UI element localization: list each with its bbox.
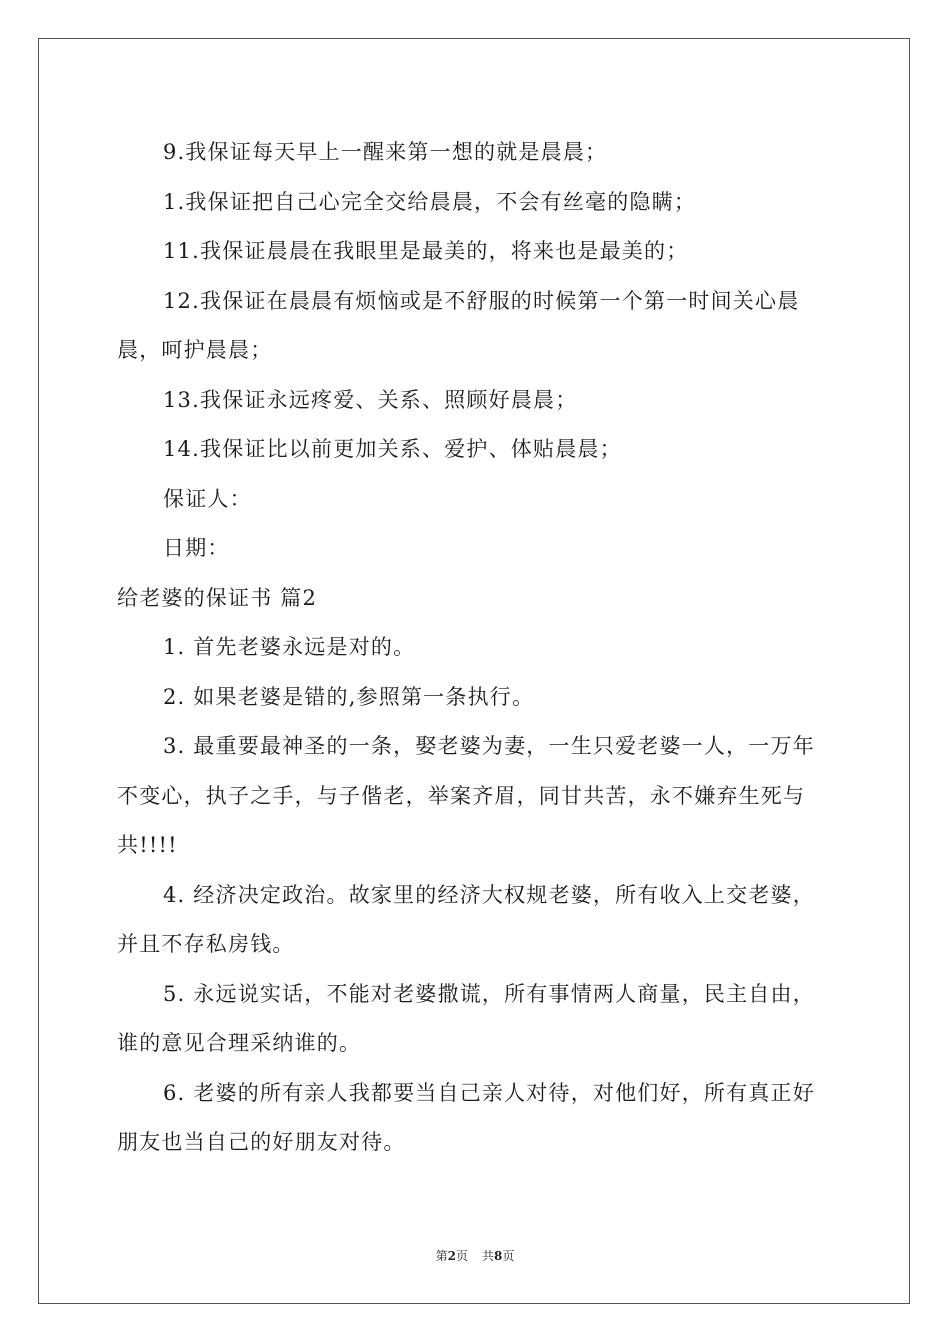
page-footer bbox=[0, 1247, 950, 1264]
paragraph-pledge-14: 14.我保证比以前更加关系、爱护、体贴晨晨； bbox=[163, 437, 622, 461]
paragraph-pledge-9: 9.我保证每天早上一醒来第一想的就是晨晨； bbox=[163, 140, 608, 164]
page-prefix: 第 bbox=[435, 1249, 448, 1263]
page-number: 2 bbox=[447, 1249, 456, 1263]
paragraph-rule-6: 6. 老婆的所有亲人我都要当自己亲人对待，对他们好，所有真正好朋友也当自己的好朋友对待。 bbox=[117, 1080, 815, 1154]
section-heading: 给老婆的保证书 篇2 bbox=[117, 585, 318, 610]
paragraph-pledge-13: 13.我保证永远疼爱、关系、照顾好晨晨； bbox=[163, 387, 578, 412]
paragraph-rule-5: 5. 永远说实话，不能对老婆撒谎，所有事情两人商量，民主自由，谁的意见合理采纳谁的。 bbox=[117, 981, 815, 1055]
paragraph-rule-4: 4. 经济决定政治。故家里的经济大权规老婆，所有收入上交老婆，并且不存私房钱。 bbox=[117, 882, 815, 956]
paragraph-pledge-11: 11.我保证晨晨在我眼里是最美的，将来也是最美的； bbox=[163, 239, 689, 263]
paragraph-rule-2: 2. 如果老婆是错的,参照第一条执行。 bbox=[163, 684, 535, 709]
paragraph-rule-1: 1. 首先老婆永远是对的。 bbox=[163, 635, 416, 659]
total-suffix: 页 bbox=[502, 1249, 515, 1263]
document-body bbox=[117, 128, 837, 1168]
date-label: 日期： bbox=[163, 536, 230, 560]
page-suffix: 页 bbox=[455, 1249, 468, 1263]
guarantor-label: 保证人： bbox=[163, 486, 252, 511]
total-pages: 8 bbox=[494, 1249, 503, 1263]
paragraph-pledge-12: 12.我保证在晨晨有烦恼或是不舒服的时候第一个第一时间关心晨晨，呵护晨晨； bbox=[117, 288, 800, 362]
paragraph-rule-3: 3. 最重要最神圣的一条，娶老婆为妻，一生只爱老婆一人，一万年不变心，执子之手，与子偕老，举案齐眉，同甘共苦，永不嫌弃生死与共!!!! bbox=[117, 734, 815, 857]
paragraph-pledge-1: 1.我保证把自己心完全交给晨晨，不会有丝毫的隐瞒； bbox=[163, 189, 697, 214]
total-prefix: 共 bbox=[482, 1249, 495, 1263]
